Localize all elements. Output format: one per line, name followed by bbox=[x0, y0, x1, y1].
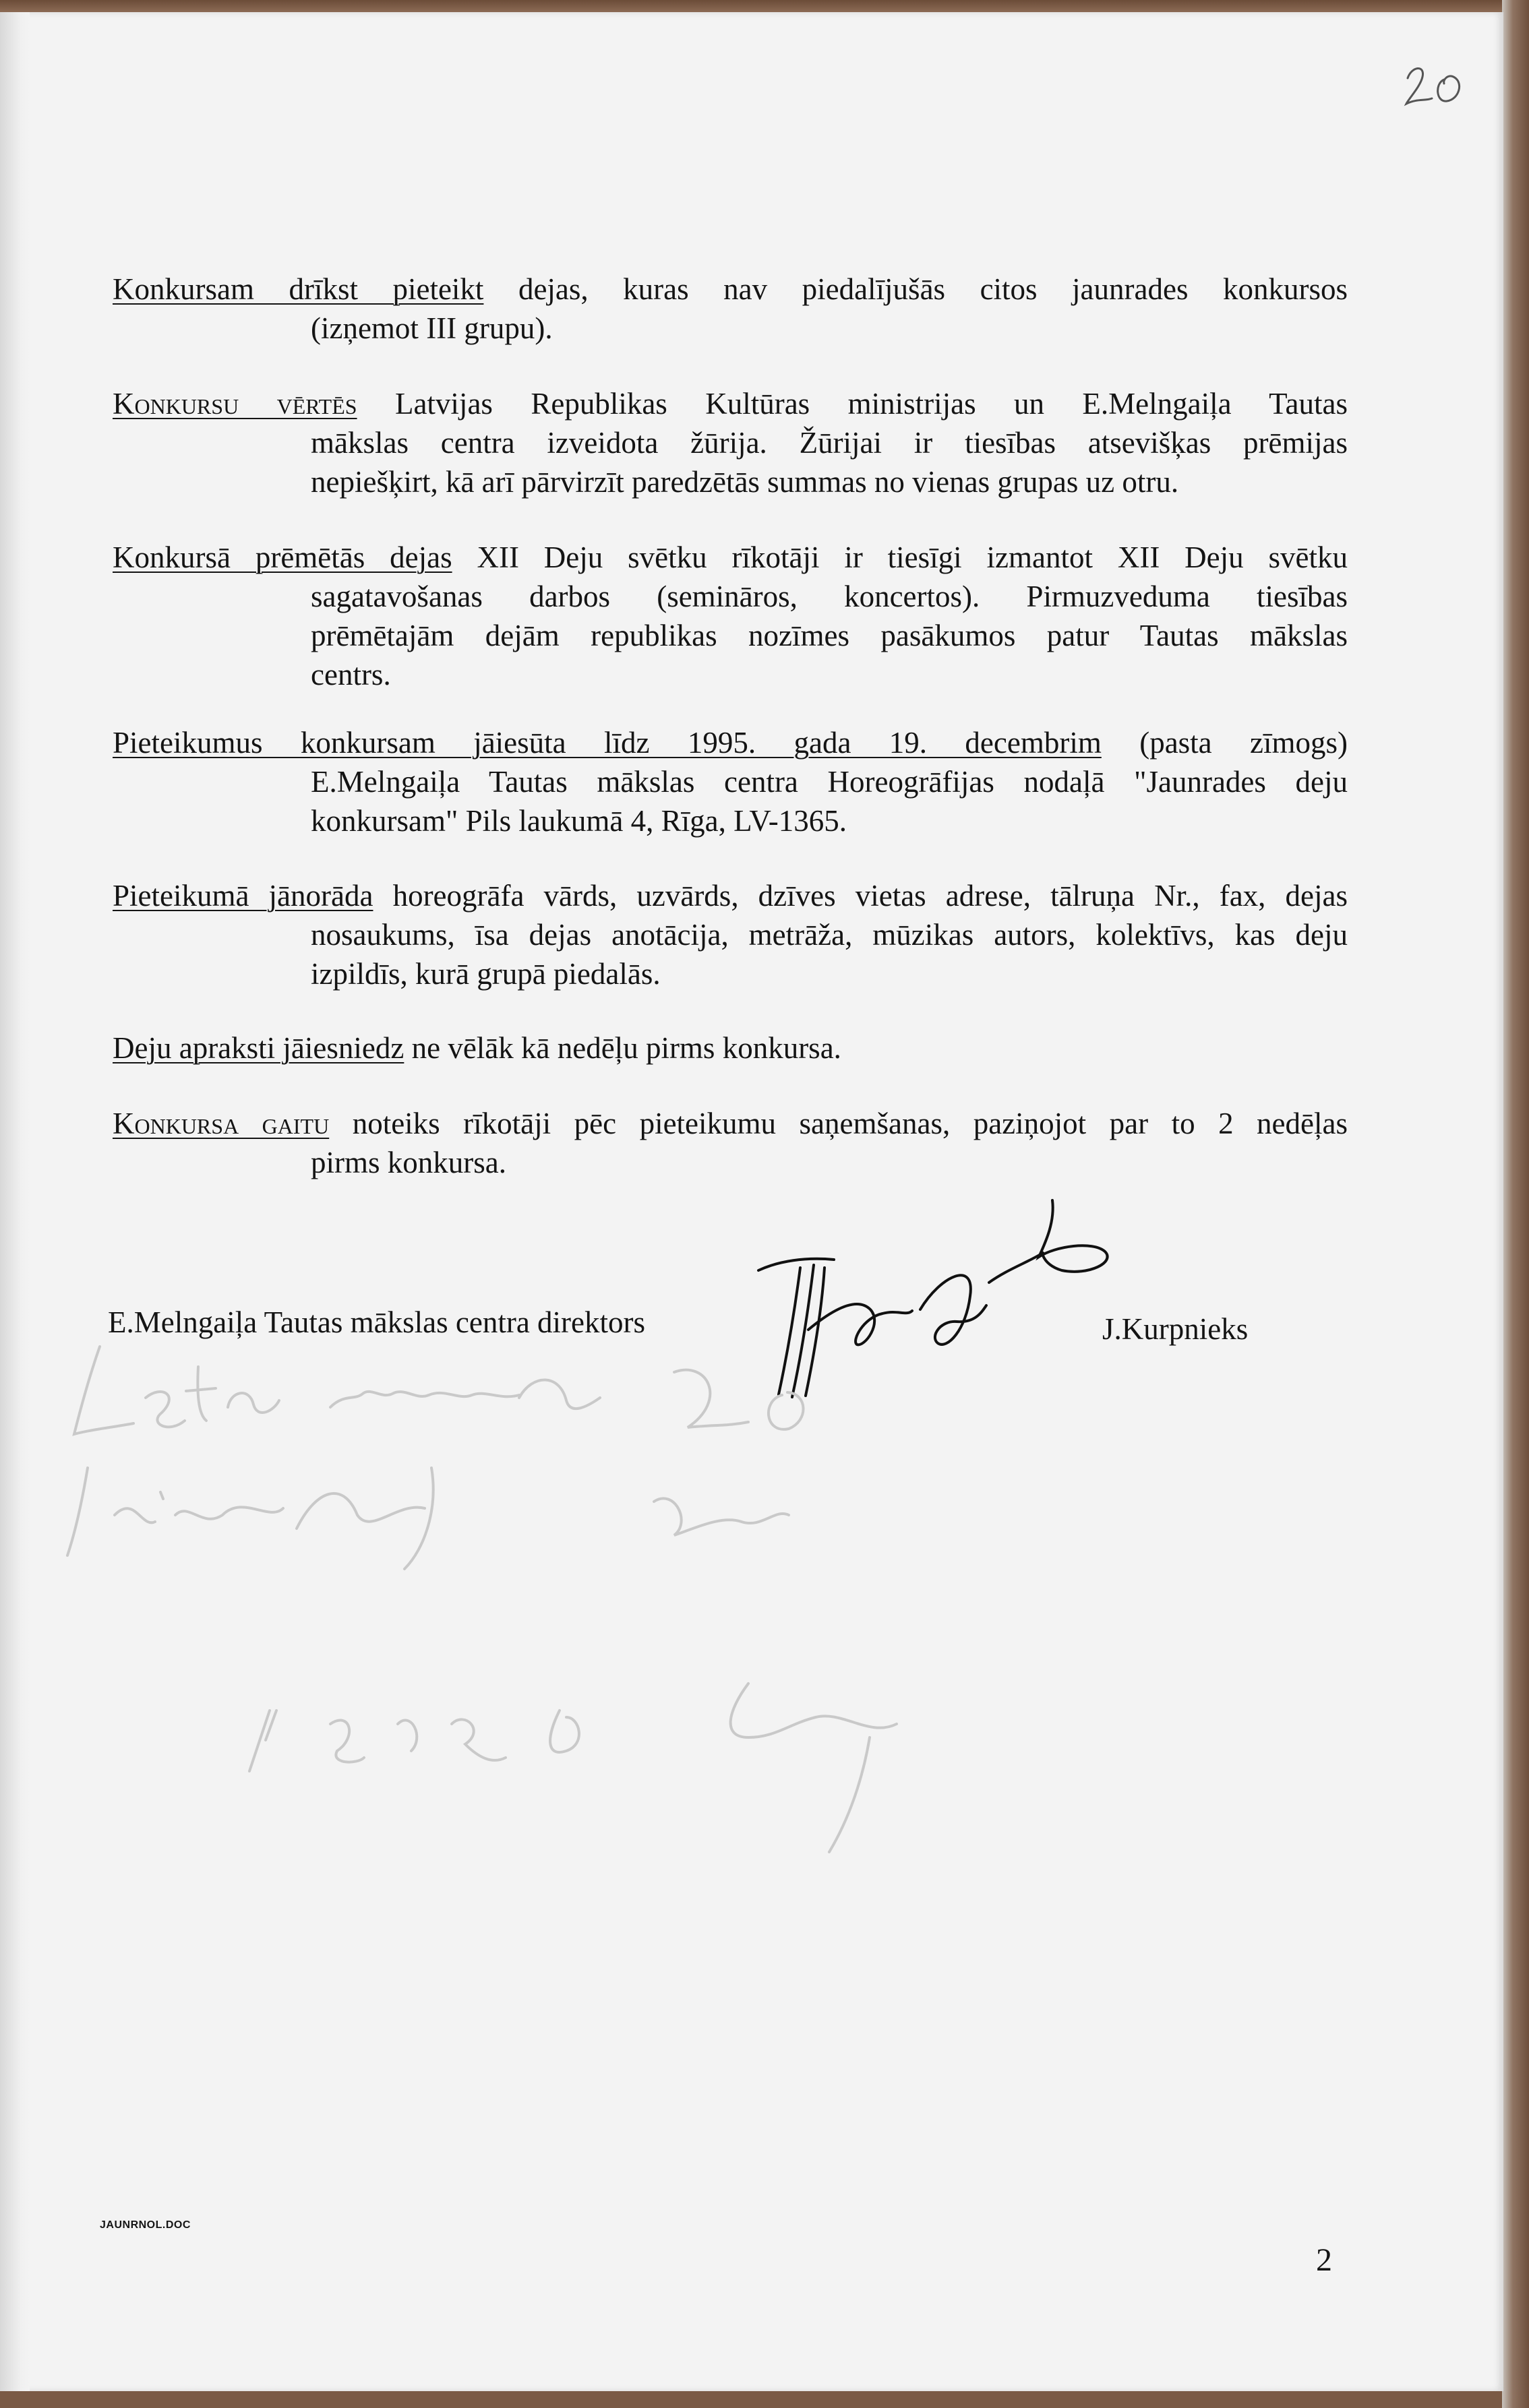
entry-text: (pasta zīmogs) bbox=[1101, 726, 1348, 760]
entry-text: pirms konkursa. bbox=[311, 1146, 506, 1179]
entry-lead: Pieteikumus konkursam jāiesūta līdz 1995. gada 19. decembrim bbox=[113, 726, 1102, 760]
handwritten-page-number bbox=[1402, 59, 1476, 113]
entry-lead: Pieteikumā jānorāda bbox=[113, 879, 373, 913]
entry-text: nosaukums, īsa dejas anotācija, metrāža, mūzikas autors, kolektīvs, kas deju bbox=[311, 918, 1348, 952]
entry-competition-course bbox=[113, 1104, 1348, 1182]
entry-submission-eligibility bbox=[113, 270, 1348, 348]
entry-text: noteiks rīkotāji pēc pieteikumu saņemšanas, paziņojot par to 2 nedēļas bbox=[329, 1107, 1348, 1140]
entry-jury bbox=[113, 384, 1348, 501]
handwritten-archive-note bbox=[47, 1333, 1207, 1886]
entry-text: Latvijas Republikas Kultūras ministrijas un E.Melngaiļa Tautas bbox=[357, 387, 1348, 421]
entry-text: nepiešķirt, kā arī pārvirzīt paredzētās summas no vienas grupas uz otru. bbox=[311, 465, 1179, 499]
entry-awarded-dances bbox=[113, 538, 1348, 694]
entry-text: mākslas centra izveidota žūrija. Žūrijai ir tiesības atsevišķas prēmijas bbox=[311, 426, 1348, 460]
entry-lead: Konkursam drīkst pieteikt bbox=[113, 272, 484, 306]
scan-edge-right bbox=[1502, 0, 1529, 2408]
entry-dance-descriptions bbox=[113, 1028, 1348, 1068]
entry-application-contents bbox=[113, 876, 1348, 993]
entry-text: izpildīs, kurā grupā piedalās. bbox=[311, 957, 661, 991]
entry-text: prēmētajām dejām republikas nozīmes pasākumos patur Tautas mākslas bbox=[311, 619, 1348, 652]
entry-text: dejas, kuras nav piedalījušās citos jaunrades konkursos bbox=[483, 272, 1348, 306]
entry-deadline bbox=[113, 723, 1348, 840]
director-name: J.Kurpnieks bbox=[1102, 1312, 1249, 1346]
entry-text: XII Deju svētku rīkotāji ir tiesīgi izmantot XII Deju svētku bbox=[452, 541, 1348, 574]
entry-text: centrs. bbox=[311, 658, 391, 691]
entry-text: E.Melngaiļa Tautas mākslas centra Horeogrāfijas nodaļā "Jaunrades deju bbox=[311, 765, 1348, 799]
entry-text: (izņemot III grupu). bbox=[311, 311, 553, 345]
document-filename: JAUNRNOL.DOC bbox=[100, 2219, 191, 2231]
entry-lead: Konkursā prēmētās dejas bbox=[113, 541, 452, 574]
binding-edge bbox=[0, 12, 30, 2391]
director-title: E.Melngaiļa Tautas mākslas centra direktors bbox=[108, 1305, 646, 1339]
entry-text: sagatavošanas darbos (semināros, koncertos). Pirmuzveduma tiesības bbox=[311, 580, 1348, 613]
entry-lead: Konkursa gaitu bbox=[113, 1107, 330, 1140]
entry-lead: Deju apraksti jāiesniedz bbox=[113, 1031, 404, 1065]
entry-text: horeogrāfa vārds, uzvārds, dzīves vietas adrese, tālruņa Nr., fax, dejas bbox=[373, 879, 1348, 913]
scan-edge-top bbox=[0, 0, 1529, 12]
entry-lead: Konkursu vērtēs bbox=[113, 387, 357, 421]
page-number: 2 bbox=[1316, 2242, 1332, 2278]
entry-text: konkursam" Pils laukumā 4, Rīga, LV-1365. bbox=[311, 804, 847, 838]
entry-text: ne vēlāk kā nedēļu pirms konkursa. bbox=[404, 1031, 841, 1065]
document-page bbox=[0, 12, 1503, 2391]
